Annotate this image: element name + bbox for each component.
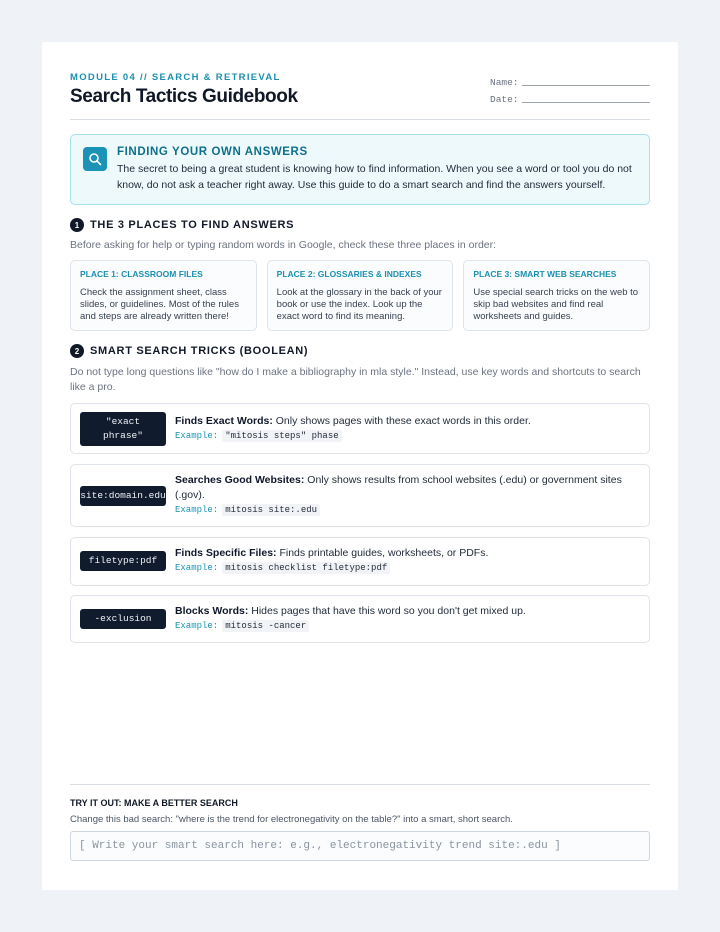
section-number-badge: 2	[70, 344, 84, 358]
try-it-description: Change this bad search: "where is the trend for electronegativity on the table?" into a smart, short search.	[70, 814, 513, 825]
trick-example	[175, 621, 637, 631]
example-code: mitosis -cancer	[222, 620, 309, 632]
trick-example	[175, 563, 637, 573]
smart-search-input[interactable]	[70, 831, 650, 861]
example-code: mitosis checklist filetype:pdf	[222, 562, 390, 574]
place-card	[267, 260, 454, 331]
trick-description	[175, 473, 637, 503]
callout-body: The secret to being a great student is knowing how to find information. When you see a word or tool you do not know, do not ask a teacher right away. Use this guide to do a smart search and find the answers yourself.	[117, 163, 632, 191]
intro-callout	[70, 134, 650, 205]
callout-title: FINDING YOUR OWN ANSWERS	[117, 146, 308, 158]
trick-text	[175, 604, 637, 631]
trick-example	[175, 505, 637, 515]
place-card	[70, 260, 257, 331]
trick-description	[175, 546, 637, 561]
place-title: PLACE 2: GLOSSARIES & INDEXES	[276, 269, 422, 279]
place-body: Check the assignment sheet, class slides, or guidelines. Most of the rules and steps are already written there!	[80, 287, 239, 322]
trick-card	[70, 537, 650, 586]
place-title: PLACE 1: CLASSROOM FILES	[80, 269, 203, 279]
divider	[70, 784, 650, 785]
trick-name: Searches Good Websites:	[175, 474, 305, 486]
trick-name: Finds Specific Files:	[175, 547, 277, 559]
example-label: Example:	[175, 431, 219, 441]
worksheet-page	[42, 42, 678, 890]
date-line	[522, 102, 650, 103]
trick-example	[175, 431, 637, 441]
operator-chip: "exact phrase"	[80, 412, 166, 446]
name-date-fields	[490, 71, 650, 105]
section-title: SMART SEARCH TRICKS (BOOLEAN)	[90, 345, 309, 357]
section-2-heading	[70, 344, 308, 358]
trick-description	[175, 414, 637, 429]
date-field[interactable]	[490, 88, 650, 105]
place-body: Use special search tricks on the web to skip bad websites and find real worksheets and guides.	[473, 287, 639, 322]
example-label: Example:	[175, 563, 219, 573]
trick-desc-text: Only shows pages with these exact words in this order.	[272, 415, 531, 427]
trick-name: Finds Exact Words:	[175, 415, 273, 427]
search-icon	[83, 147, 107, 171]
trick-text	[175, 414, 637, 441]
trick-text	[175, 473, 637, 515]
date-label: Date:	[490, 94, 519, 105]
place-body: Look at the glossary in the back of your book or use the index. Look up the exact word to find its meaning.	[276, 287, 442, 322]
trick-description	[175, 604, 637, 619]
page-title: Search Tactics Guidebook	[70, 86, 298, 107]
name-label: Name:	[490, 77, 519, 88]
section-title: THE 3 PLACES TO FIND ANSWERS	[90, 219, 295, 231]
trick-name: Blocks Words:	[175, 605, 249, 617]
section-1-description: Before asking for help or typing random words in Google, check these three places in order:	[70, 239, 497, 251]
trick-desc-text: Only shows results from school websites (.edu) or government sites (.gov).	[175, 474, 622, 501]
trick-desc-text: Hides pages that have this word so you don't get mixed up.	[248, 605, 526, 617]
places-row	[70, 260, 650, 331]
trick-text	[175, 546, 637, 573]
example-label: Example:	[175, 505, 219, 515]
section-1-heading	[70, 218, 294, 232]
name-line	[522, 85, 650, 86]
trick-card	[70, 595, 650, 643]
place-card	[463, 260, 650, 331]
header	[70, 42, 650, 120]
section-number-badge: 1	[70, 218, 84, 232]
name-field[interactable]	[490, 71, 650, 88]
operator-chip: filetype:pdf	[80, 551, 166, 571]
place-title: PLACE 3: SMART WEB SEARCHES	[473, 269, 617, 279]
operator-chip: -exclusion	[80, 609, 166, 629]
trick-card	[70, 464, 650, 527]
example-label: Example:	[175, 621, 219, 631]
trick-desc-text: Finds printable guides, worksheets, or PDFs.	[276, 547, 489, 559]
section-2-description: Do not type long questions like "how do I make a bibliography in mla style." Instead, use key words and shortcuts to search like a pro.	[70, 366, 641, 393]
try-it-title: TRY IT OUT: MAKE A BETTER SEARCH	[70, 798, 238, 808]
module-label: MODULE 04 // SEARCH & RETRIEVAL	[70, 72, 281, 83]
example-code: mitosis site:.edu	[222, 504, 320, 516]
operator-chip: site:domain.edu	[80, 486, 166, 506]
example-code: "mitosis steps" phase	[222, 430, 341, 442]
trick-card	[70, 403, 650, 454]
